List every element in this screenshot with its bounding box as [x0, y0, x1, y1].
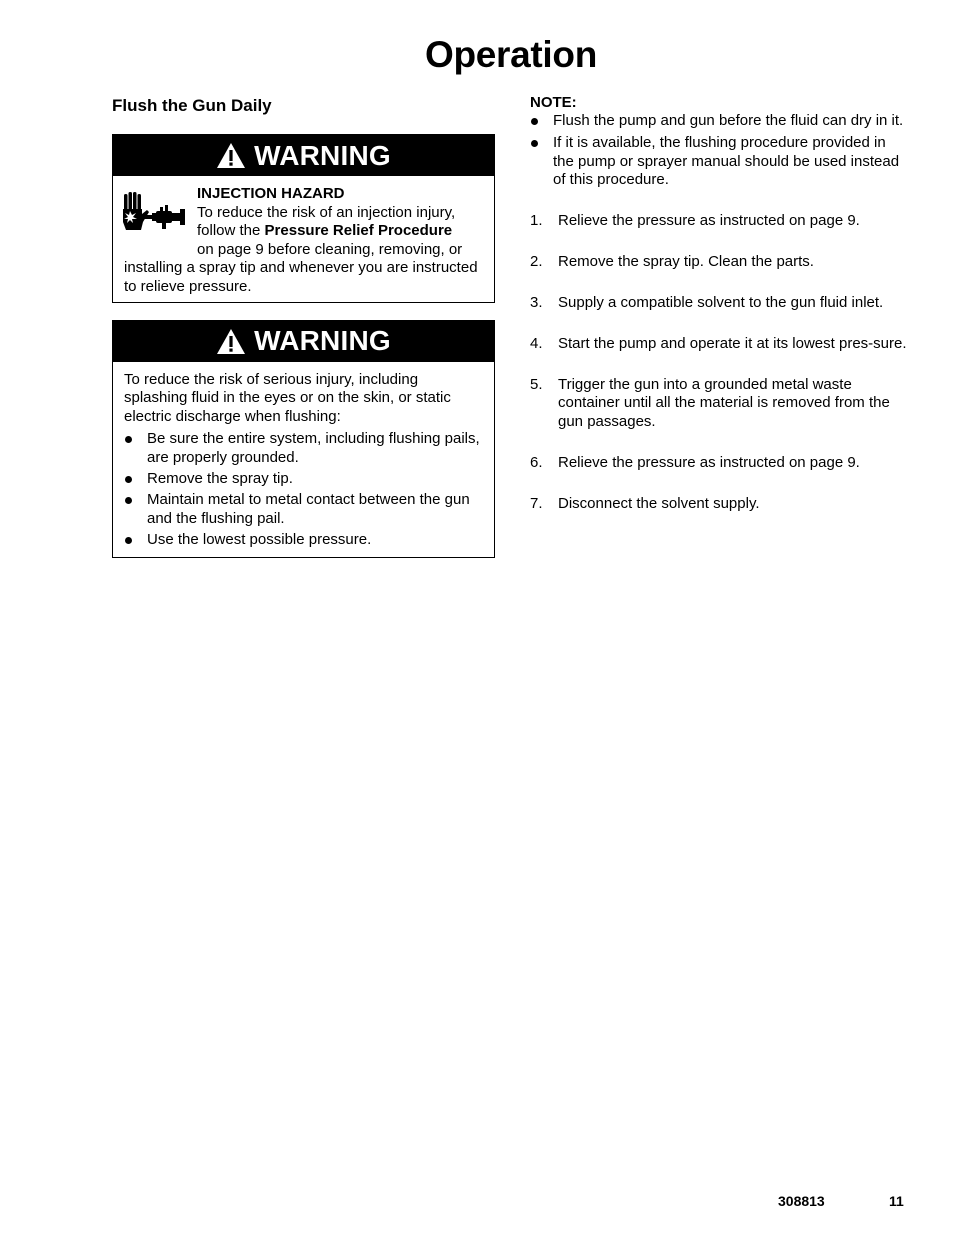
- step-number: 1.: [530, 211, 543, 229]
- note-label: NOTE:: [530, 94, 577, 111]
- hazard-text-1: To reduce the risk of an injection injury, follow the: [197, 203, 456, 240]
- page-title: Operation: [424, 34, 598, 75]
- list-item: Remove the spray tip.: [124, 470, 484, 489]
- step-item: [530, 335, 910, 354]
- flushing-warning-intro: To reduce the risk of serious injury, including splashing fluid in the eyes or on the skin, or static electric discharge when flushing:: [124, 370, 451, 425]
- step-item: [530, 253, 910, 272]
- step-number: 6.: [530, 453, 543, 471]
- step-text: Disconnect the solvent supply.: [558, 494, 760, 512]
- step-number: 7.: [530, 494, 543, 512]
- step-item: [530, 454, 910, 473]
- list-item: Maintain metal to metal contact between the gun and the flushing pail.: [124, 491, 484, 528]
- warning-title: WARNING: [254, 325, 391, 357]
- step-item: [530, 495, 910, 514]
- warning-title: WARNING: [254, 139, 391, 171]
- document-number: 308813: [778, 1193, 825, 1209]
- warning-triangle-icon: [216, 328, 246, 355]
- injection-hazard-icon: [122, 192, 188, 234]
- injection-warning-box: [112, 134, 495, 303]
- page-number: 11: [889, 1193, 904, 1209]
- step-text: Remove the spray tip. Clean the parts.: [558, 252, 814, 270]
- flushing-warning-body: [113, 362, 494, 557]
- step-number: 3.: [530, 293, 543, 311]
- left-column: [112, 94, 495, 558]
- step-item: [530, 376, 910, 432]
- right-column: [530, 94, 910, 536]
- list-item: If it is available, the flushing procedure provided in the pump or sprayer manual should be used instead of this procedure.: [530, 134, 910, 190]
- warning-header: [113, 135, 494, 176]
- step-number: 4.: [530, 334, 543, 352]
- pressure-relief-procedure-ref: Pressure Relief Procedure: [264, 222, 453, 240]
- section-heading: Flush the Gun Daily: [112, 96, 272, 115]
- flushing-warning-box: [112, 320, 495, 558]
- step-number: 5.: [530, 375, 543, 393]
- list-item: Be sure the entire system, including flushing pails, are properly grounded.: [124, 430, 484, 467]
- list-item: Use the lowest possible pressure.: [124, 531, 484, 550]
- flushing-warning-list: [124, 430, 484, 549]
- list-item: Flush the pump and gun before the fluid can dry in it.: [530, 112, 910, 131]
- step-text: Trigger the gun into a grounded metal waste container until all the material is removed from the gun passages.: [558, 375, 890, 430]
- step-text: Supply a compatible solvent to the gun fluid inlet.: [558, 293, 884, 311]
- step-text: Relieve the pressure as instructed on page 9.: [558, 453, 860, 471]
- step-item: [530, 294, 910, 313]
- hazard-text-2: on page 9 before cleaning, removing, or installing a spray tip and whenever you are instructed to relieve pressure.: [124, 240, 478, 295]
- step-number: 2.: [530, 252, 543, 270]
- hazard-title: INJECTION HAZARD: [197, 185, 345, 202]
- procedure-steps: [530, 212, 910, 514]
- step-item: [530, 212, 910, 231]
- warning-header: [113, 321, 494, 362]
- warning-triangle-icon: [216, 142, 246, 169]
- step-text: Relieve the pressure as instructed on page 9.: [558, 211, 860, 229]
- step-text: Start the pump and operate it at its lowest pres-sure.: [558, 334, 907, 352]
- note-list: [530, 112, 910, 190]
- injection-warning-body: [113, 176, 494, 302]
